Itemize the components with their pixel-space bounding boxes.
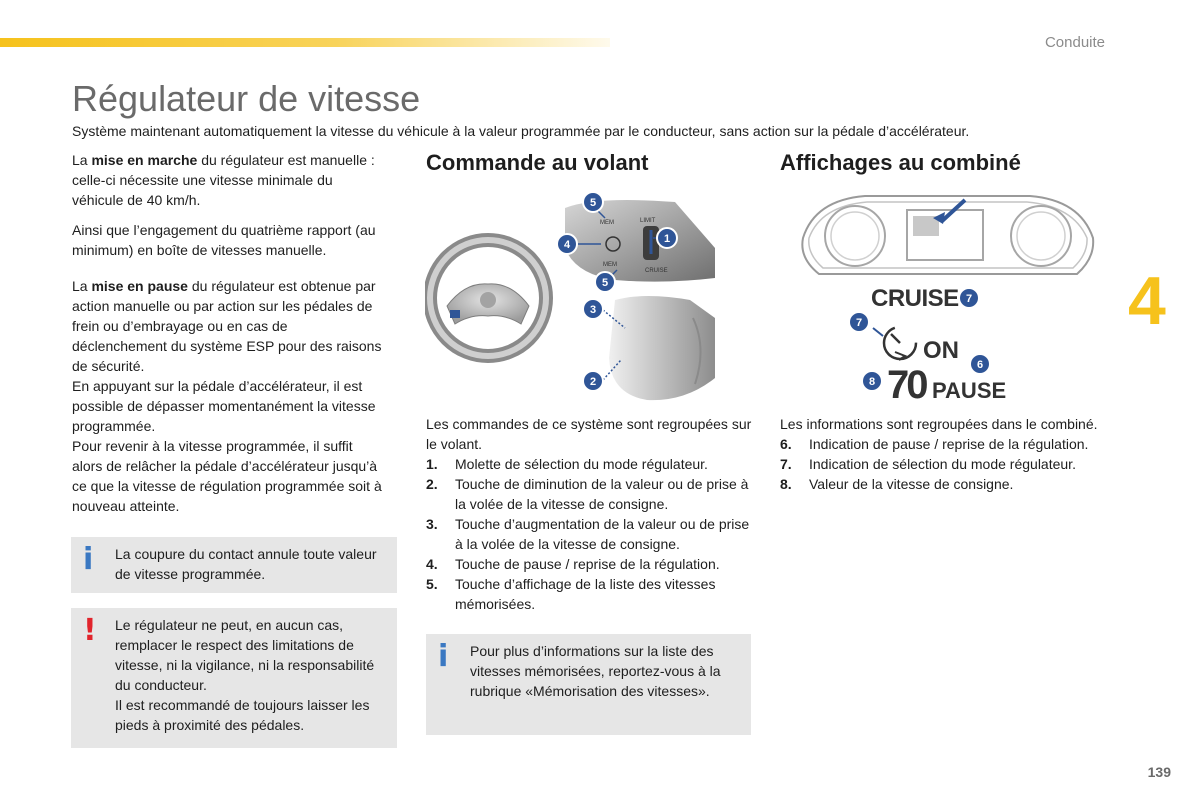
svg-text:5: 5 bbox=[601, 277, 609, 289]
display-on-label: ON bbox=[923, 337, 959, 364]
middle-column-text bbox=[426, 414, 756, 614]
svg-text:8: 8 bbox=[868, 376, 876, 388]
svg-text:7: 7 bbox=[965, 293, 973, 305]
callout-5-top bbox=[583, 192, 603, 212]
callout-1 bbox=[657, 228, 677, 248]
paragraph-mise-en-pause: La mise en pause du régulateur est obtenue par action manuelle ou par action sur les pédales de frein ou d’embrayage ou en cas de déclenchement du système ESP pour des raisons de sécurité. bbox=[72, 278, 382, 374]
list-item: 3. Touche d’augmentation de la valeur ou de prise à la volée de la vitesse de consigne. bbox=[426, 516, 750, 552]
paragraph-depassement: En appuyant sur la pédale d’accélérateur, il est possible de dépasser momentanément la vitesse programmée. bbox=[72, 378, 376, 434]
commande-intro: Les commandes de ce système sont regroupées sur le volant. bbox=[426, 416, 752, 452]
info-box-text: La coupure du contact annule toute valeur de vitesse programmée. bbox=[115, 546, 377, 582]
warning-text-1: Le régulateur ne peut, en aucun cas, remplacer le respect des limitations de vitesse, ni la vigilance, ni la responsabilité du conducteur. bbox=[115, 617, 375, 693]
section-label: Conduite bbox=[1044, 34, 1105, 51]
svg-text:3: 3 bbox=[589, 304, 597, 316]
commande-list bbox=[426, 454, 756, 614]
info-icon: i bbox=[438, 639, 449, 674]
callout-6 bbox=[970, 354, 990, 374]
steering-wheel-figure bbox=[425, 188, 755, 410]
stalk-label-limit: LIMIT bbox=[640, 218, 656, 224]
cruise-pad bbox=[609, 296, 715, 400]
callout-4 bbox=[557, 234, 577, 254]
svg-text:2: 2 bbox=[589, 376, 597, 388]
display-pause-label: PAUSE bbox=[932, 378, 1007, 403]
paragraph-mise-en-marche: La mise en marche du régulateur est manuelle : celle-ci nécessite une vitesse minimale du véhicule de 40 km/h. bbox=[72, 152, 375, 208]
combine-list bbox=[780, 434, 1115, 494]
header-accent-bar bbox=[0, 38, 610, 47]
warning-box bbox=[71, 608, 397, 748]
cruise-stalk bbox=[565, 200, 715, 282]
warning-text-2: Il est recommandé de toujours laisser les pieds à proximité des pédales. bbox=[115, 697, 370, 733]
instrument-cluster-figure bbox=[795, 188, 1100, 408]
stalk-label-mem-bottom: MEM bbox=[603, 262, 617, 268]
warning-icon: ! bbox=[83, 613, 97, 648]
heading-affichages-combine: Affichages au combiné bbox=[780, 150, 1021, 175]
callout-8 bbox=[862, 371, 882, 391]
page-number: 139 bbox=[1147, 764, 1171, 780]
list-item: 2. Touche de diminution de la valeur ou de prise à la volée de la vitesse de consigne. bbox=[426, 476, 749, 512]
list-item: 7. Indication de sélection du mode régulateur. bbox=[780, 456, 1076, 472]
info-icon: i bbox=[83, 542, 94, 577]
list-item: 4. Touche de pause / reprise de la régulation. bbox=[426, 556, 720, 572]
list-item: 8. Valeur de la vitesse de consigne. bbox=[780, 476, 1014, 492]
list-item: 1. Molette de sélection du mode régulateur. bbox=[426, 456, 708, 472]
svg-text:5: 5 bbox=[589, 197, 597, 209]
speedometer-icon bbox=[884, 327, 916, 360]
info-box-contact bbox=[71, 537, 397, 593]
stalk-label-mem-top: MEM bbox=[600, 220, 614, 226]
callout-2 bbox=[583, 371, 603, 391]
list-item: 5. Touche d’affichage de la liste des vitesses mémorisées. bbox=[426, 576, 716, 612]
svg-text:6: 6 bbox=[976, 359, 984, 371]
display-cruise-label: CRUISE bbox=[871, 285, 959, 312]
callout-5-bottom bbox=[595, 272, 615, 292]
stalk-label-cruise: CRUISE bbox=[645, 268, 668, 274]
display-speed-value: 70 bbox=[887, 363, 926, 407]
svg-text:1: 1 bbox=[663, 233, 671, 245]
chapter-number: 4 bbox=[1128, 263, 1166, 339]
instrument-cluster bbox=[802, 196, 1093, 274]
callout-3 bbox=[583, 299, 603, 319]
svg-text:4: 4 bbox=[563, 239, 571, 251]
page-subtitle: Système maintenant automatiquement la vitesse du véhicule à la valeur programmée par le conducteur, sans action sur la pédale d’accélérateur. bbox=[72, 123, 970, 139]
callout-7-cruise bbox=[959, 288, 979, 308]
info-box-memorisation bbox=[426, 634, 751, 735]
svg-text:7: 7 bbox=[855, 317, 863, 329]
left-column bbox=[72, 150, 384, 516]
callout-7-icon bbox=[849, 312, 869, 332]
heading-commande-volant: Commande au volant bbox=[426, 150, 649, 175]
right-column-text bbox=[780, 414, 1115, 494]
page-title: Régulateur de vitesse bbox=[72, 78, 421, 119]
list-item: 6. Indication de pause / reprise de la régulation. bbox=[780, 436, 1089, 452]
paragraph-rapport: Ainsi que l’engagement du quatrième rapport (au minimum) en boîte de vitesses manuelle. bbox=[72, 222, 376, 258]
steering-wheel bbox=[430, 240, 546, 356]
info-box-text: Pour plus d’informations sur la liste des vitesses mémorisées, reportez-vous à la rubrique «Mémorisation des vitesses». bbox=[470, 643, 721, 699]
paragraph-retour: Pour revenir à la vitesse programmée, il suffit alors de relâcher la pédale d’accélérateur jusqu’à ce que la vitesse de régulation programmée soit à nouveau atteinte. bbox=[72, 438, 382, 514]
combine-intro: Les informations sont regroupées dans le combiné. bbox=[780, 416, 1098, 432]
